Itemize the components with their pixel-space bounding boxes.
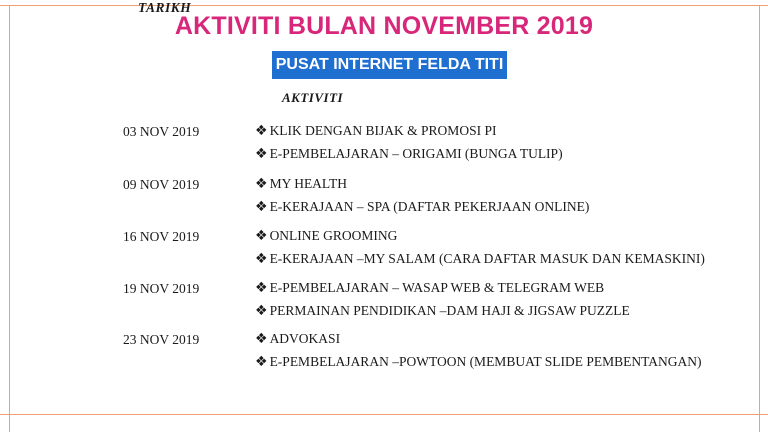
activity-item [255, 146, 563, 162]
frame-right-border [759, 6, 760, 432]
row-date: 19 NOV 2019 [123, 281, 200, 296]
activity-text: E-PEMBELAJARAN –POWTOON (MEMBUAT SLIDE PEMBENTANGAN) [269, 354, 702, 369]
row-date: 23 NOV 2019 [123, 332, 200, 347]
page-title: AKTIVITI BULAN NOVEMBER 2019 [174, 12, 594, 40]
row-date: 09 NOV 2019 [123, 177, 200, 192]
subtitle-text: PUSAT INTERNET FELDA TITI [275, 56, 504, 73]
activity-item [255, 123, 496, 139]
activity-text: E-PEMBELAJARAN – WASAP WEB & TELEGRAM WEB [269, 280, 605, 295]
four-diamond-bullet-icon: ❖ [255, 176, 268, 192]
activity-text: E-KERAJAAN – SPA (DAFTAR PEKERJAAN ONLINE) [269, 199, 590, 214]
activity-text: E-KERAJAAN –MY SALAM (CARA DAFTAR MASUK DAN KEMASKINI) [269, 251, 705, 266]
activity-item [255, 280, 604, 296]
subtitle-banner [272, 51, 507, 79]
activity-item [255, 354, 701, 370]
frame-bottom-border [0, 414, 768, 415]
activity-item [255, 331, 340, 347]
row-date: 03 NOV 2019 [123, 124, 200, 139]
frame-left-border [9, 6, 10, 432]
four-diamond-bullet-icon: ❖ [255, 123, 268, 139]
four-diamond-bullet-icon: ❖ [255, 303, 268, 319]
activity-text: MY HEALTH [269, 176, 347, 191]
activity-item [255, 199, 589, 215]
activity-item [255, 303, 630, 319]
four-diamond-bullet-icon: ❖ [255, 228, 268, 244]
four-diamond-bullet-icon: ❖ [255, 146, 268, 162]
four-diamond-bullet-icon: ❖ [255, 280, 268, 296]
activity-text: ONLINE GROOMING [269, 228, 398, 243]
activity-text: KLIK DENGAN BIJAK & PROMOSI PI [269, 123, 497, 138]
row-date: 16 NOV 2019 [123, 229, 200, 244]
activity-item [255, 251, 705, 267]
four-diamond-bullet-icon: ❖ [255, 354, 268, 370]
four-diamond-bullet-icon: ❖ [255, 251, 268, 267]
four-diamond-bullet-icon: ❖ [255, 199, 268, 215]
activity-item [255, 228, 397, 244]
column-header-date: TARIKH [138, 0, 192, 15]
activity-text: PERMAINAN PENDIDIKAN –DAM HAJI & JIGSAW PUZZLE [269, 303, 630, 318]
activity-item [255, 176, 347, 192]
column-header-activity: AKTIVITI [282, 90, 344, 105]
activity-text: E-PEMBELAJARAN – ORIGAMI (BUNGA TULIP) [269, 146, 563, 161]
frame-top-border [0, 0, 768, 6]
activity-text: ADVOKASI [269, 331, 341, 346]
four-diamond-bullet-icon: ❖ [255, 331, 268, 347]
